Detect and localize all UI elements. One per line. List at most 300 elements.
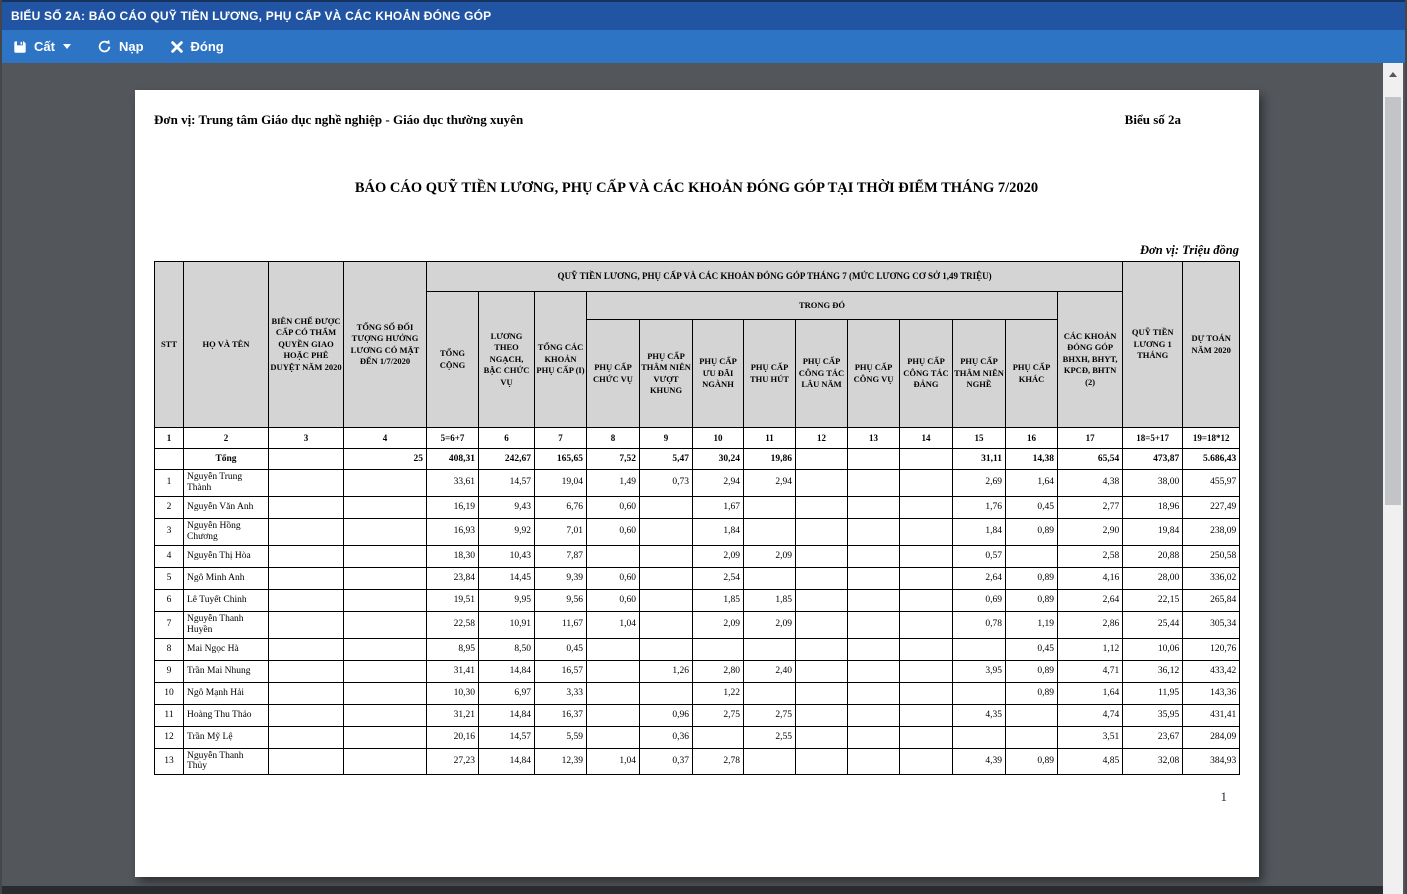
cell <box>269 518 344 545</box>
cell: 238,09 <box>1183 518 1240 545</box>
cell: 2,90 <box>1058 518 1123 545</box>
close-icon <box>170 40 184 54</box>
cell <box>640 611 693 638</box>
cell: 384,93 <box>1183 748 1240 775</box>
cell: 3,51 <box>1058 726 1123 748</box>
cell: Nguyễn Văn Anh <box>184 496 269 518</box>
cell: 14,84 <box>479 660 535 682</box>
cell: 2,09 <box>744 545 796 567</box>
cell: 433,42 <box>1183 660 1240 682</box>
cell: 1,85 <box>744 589 796 611</box>
cell: 31,11 <box>953 449 1006 470</box>
cell <box>269 682 344 704</box>
table-row <box>155 638 1240 660</box>
cell <box>269 638 344 660</box>
page-header <box>154 112 1239 128</box>
cell: 0,89 <box>1006 589 1058 611</box>
cell <box>796 611 848 638</box>
col-header-pc-cong-tac-lau-nam: PHỤ CẤP CÔNG TÁC LÂU NĂM <box>796 320 848 428</box>
cell: 18=5+17 <box>1123 428 1183 449</box>
cell: 6 <box>155 589 184 611</box>
cell <box>900 545 953 567</box>
col-header-pc-chuc-vu: PHỤ CẤP CHỨC VỤ <box>587 320 640 428</box>
toolbar <box>2 30 1405 63</box>
col-header-luong-ngach: LƯƠNG THEO NGẠCH, BẬC CHỨC VỤ <box>479 292 535 428</box>
cell: 408,31 <box>427 449 479 470</box>
cell: 0,89 <box>1006 748 1058 775</box>
cell <box>344 589 427 611</box>
col-header-quy-1-thang: QUỸ TIỀN LƯƠNG 1 THÁNG <box>1123 262 1183 428</box>
cell <box>848 638 900 660</box>
cell: 31,21 <box>427 704 479 726</box>
cell: 14,57 <box>479 726 535 748</box>
cell <box>693 726 744 748</box>
cell: 1,64 <box>1058 682 1123 704</box>
cell: 12,39 <box>535 748 587 775</box>
cell: 2,64 <box>953 567 1006 589</box>
cell <box>344 567 427 589</box>
cell: 2,69 <box>953 470 1006 497</box>
cell: 10,06 <box>1123 638 1183 660</box>
cell <box>587 660 640 682</box>
reload-button[interactable] <box>97 39 144 54</box>
cell: Lê Tuyết Chinh <box>184 589 269 611</box>
cell: 4,71 <box>1058 660 1123 682</box>
cell: 30,24 <box>693 449 744 470</box>
vertical-scrollbar[interactable] <box>1383 63 1403 894</box>
page-number: 1 <box>1220 789 1227 805</box>
cell: 16 <box>1006 428 1058 449</box>
cell <box>796 518 848 545</box>
cell: 227,49 <box>1183 496 1240 518</box>
cell <box>269 567 344 589</box>
col-header-tong-so: TỔNG SỐ ĐỐI TƯỢNG HƯỞNG LƯƠNG CÓ MẶT ĐẾN 1/7/2020 <box>344 262 427 428</box>
cell: 14 <box>900 428 953 449</box>
reload-button-label: Nạp <box>118 39 144 54</box>
header-row-1 <box>155 262 1240 292</box>
cell <box>953 726 1006 748</box>
col-header-pc-cong-tac-dang: PHỤ CẤP CÔNG TÁC ĐẢNG <box>900 320 953 428</box>
report-page <box>135 90 1259 877</box>
cell: 10,43 <box>479 545 535 567</box>
cell: 13 <box>848 428 900 449</box>
cell <box>848 611 900 638</box>
cell: 5 <box>155 567 184 589</box>
table-row <box>155 682 1240 704</box>
cell: 250,58 <box>1183 545 1240 567</box>
cell: 19,86 <box>744 449 796 470</box>
table-row <box>155 660 1240 682</box>
cell <box>848 567 900 589</box>
cell <box>796 589 848 611</box>
cell <box>640 545 693 567</box>
cell: 2,75 <box>744 704 796 726</box>
cell: 28,00 <box>1123 567 1183 589</box>
cell <box>848 589 900 611</box>
cell: 120,76 <box>1183 638 1240 660</box>
cell: 2 <box>155 496 184 518</box>
cell: 27,23 <box>427 748 479 775</box>
cell: 9 <box>155 660 184 682</box>
cell: 20,88 <box>1123 545 1183 567</box>
col-header-pc-cong-vu: PHỤ CẤP CÔNG VỤ <box>848 320 900 428</box>
cell: 8 <box>587 428 640 449</box>
cell <box>344 611 427 638</box>
cell <box>796 470 848 497</box>
cell <box>796 682 848 704</box>
col-header-du-toan: DỰ TOÁN NĂM 2020 <box>1183 262 1240 428</box>
cell: 0,57 <box>953 545 1006 567</box>
cell <box>269 704 344 726</box>
total-row <box>155 449 1240 470</box>
cell: 8 <box>155 638 184 660</box>
cell: 3 <box>155 518 184 545</box>
cell <box>848 518 900 545</box>
cell: 4,39 <box>953 748 1006 775</box>
cell: 16,93 <box>427 518 479 545</box>
cell: 0,69 <box>953 589 1006 611</box>
table-row <box>155 726 1240 748</box>
cell: 9,39 <box>535 567 587 589</box>
cell: 14,84 <box>479 748 535 775</box>
cell: 143,36 <box>1183 682 1240 704</box>
cell: 2,94 <box>693 470 744 497</box>
cell: 7,87 <box>535 545 587 567</box>
cell <box>587 545 640 567</box>
table-row <box>155 496 1240 518</box>
cell <box>848 682 900 704</box>
cell: 12 <box>155 726 184 748</box>
cell: 3 <box>269 428 344 449</box>
cell: 11,95 <box>1123 682 1183 704</box>
cell: 9,95 <box>479 589 535 611</box>
col-header-fund-group: QUỸ TIỀN LƯƠNG, PHỤ CẤP VÀ CÁC KHOẢN ĐÓNG GÓP THÁNG 7 (MỨC LƯƠNG CƠ SỞ 1,49 TRIỆU) <box>427 262 1123 292</box>
cell: 4,74 <box>1058 704 1123 726</box>
cell: 0,60 <box>587 589 640 611</box>
cell: 4,85 <box>1058 748 1123 775</box>
cell <box>953 638 1006 660</box>
salary-table <box>154 261 1240 775</box>
cell <box>744 638 796 660</box>
cell: 0,96 <box>640 704 693 726</box>
cell <box>269 748 344 775</box>
cell: 455,97 <box>1183 470 1240 497</box>
cell: 10 <box>693 428 744 449</box>
cell: 22,58 <box>427 611 479 638</box>
cell: 8,50 <box>479 638 535 660</box>
cell: 0,60 <box>587 496 640 518</box>
table-row <box>155 567 1240 589</box>
scroll-up-button[interactable] <box>1383 63 1403 85</box>
cell <box>344 496 427 518</box>
cell <box>269 726 344 748</box>
cell: 7,01 <box>535 518 587 545</box>
cell: 242,67 <box>479 449 535 470</box>
cell <box>1006 704 1058 726</box>
cell: Nguyễn Thanh Thủy <box>184 748 269 775</box>
cell <box>796 726 848 748</box>
cell: 2,09 <box>693 611 744 638</box>
cell <box>848 449 900 470</box>
cell: 32,08 <box>1123 748 1183 775</box>
cell <box>344 660 427 682</box>
window-titlebar <box>2 0 1405 30</box>
cell: Nguyễn Trung Thành <box>184 470 269 497</box>
cell: 1,49 <box>587 470 640 497</box>
cell: 19=18*12 <box>1183 428 1240 449</box>
cell <box>640 567 693 589</box>
cell: 0,45 <box>535 638 587 660</box>
cell: 10,91 <box>479 611 535 638</box>
cell <box>269 470 344 497</box>
cell <box>640 682 693 704</box>
cell <box>796 748 848 775</box>
cell <box>640 518 693 545</box>
cell: 31,41 <box>427 660 479 682</box>
cell <box>1006 726 1058 748</box>
cell <box>848 660 900 682</box>
cell: 1,84 <box>693 518 744 545</box>
cell: 0,37 <box>640 748 693 775</box>
cell <box>900 611 953 638</box>
cell <box>269 660 344 682</box>
cell: 65,54 <box>1058 449 1123 470</box>
cell: 17 <box>1058 428 1123 449</box>
cell: 25,44 <box>1123 611 1183 638</box>
cell <box>587 726 640 748</box>
scroll-thumb[interactable] <box>1385 97 1401 505</box>
cell: 1,67 <box>693 496 744 518</box>
cell <box>744 496 796 518</box>
cell: 1,84 <box>953 518 1006 545</box>
cell: 0,89 <box>1006 660 1058 682</box>
cell: 336,02 <box>1183 567 1240 589</box>
cell: 0,45 <box>1006 496 1058 518</box>
cell <box>848 704 900 726</box>
cell <box>900 470 953 497</box>
save-button[interactable] <box>13 39 71 54</box>
save-button-label: Cất <box>34 39 55 54</box>
document-viewport <box>2 63 1405 894</box>
cell: 12 <box>796 428 848 449</box>
table-row <box>155 704 1240 726</box>
cell: 2,86 <box>1058 611 1123 638</box>
cell: 2,58 <box>1058 545 1123 567</box>
cell: 15 <box>953 428 1006 449</box>
cell: 3,95 <box>953 660 1006 682</box>
cell <box>848 496 900 518</box>
cell <box>640 496 693 518</box>
cell <box>953 682 1006 704</box>
cell: 2,40 <box>744 660 796 682</box>
cell: 9 <box>640 428 693 449</box>
currency-note: Đơn vị: Triệu đồng <box>1140 243 1239 257</box>
cell: 11 <box>155 704 184 726</box>
refresh-icon <box>97 39 112 54</box>
cell: Tổng <box>184 449 269 470</box>
col-header-pc-khac: PHỤ CẤP KHÁC <box>1006 320 1058 428</box>
cell: Nguyễn Thanh Huyền <box>184 611 269 638</box>
cell <box>155 449 184 470</box>
cell: 7 <box>535 428 587 449</box>
cell: 6,97 <box>479 682 535 704</box>
cell: 7 <box>155 611 184 638</box>
cell <box>269 611 344 638</box>
cell <box>848 545 900 567</box>
cell: 1 <box>155 470 184 497</box>
cell: 35,95 <box>1123 704 1183 726</box>
cell <box>900 496 953 518</box>
cell: 0,78 <box>953 611 1006 638</box>
cell: 1,12 <box>1058 638 1123 660</box>
cell: 2,54 <box>693 567 744 589</box>
cell <box>344 682 427 704</box>
cell: Mai Ngọc Hà <box>184 638 269 660</box>
cell: Ngô Minh Anh <box>184 567 269 589</box>
cell <box>344 470 427 497</box>
cell: 16,19 <box>427 496 479 518</box>
cell <box>693 638 744 660</box>
cell: 6,76 <box>535 496 587 518</box>
unit-line: Đơn vị: Trung tâm Giáo dục nghề nghiệp - Giáo dục thường xuyên <box>154 112 524 127</box>
cell <box>344 545 427 567</box>
table-row <box>155 589 1240 611</box>
cell: 9,56 <box>535 589 587 611</box>
cell <box>269 545 344 567</box>
cell <box>796 660 848 682</box>
cell: 1,22 <box>693 682 744 704</box>
cell <box>796 567 848 589</box>
cell: 0,36 <box>640 726 693 748</box>
cell: 473,87 <box>1123 449 1183 470</box>
cell: 1,04 <box>587 611 640 638</box>
cell <box>900 660 953 682</box>
arrow-up-icon <box>1389 72 1397 77</box>
cell: 10 <box>155 682 184 704</box>
cell: 23,84 <box>427 567 479 589</box>
cell: 4 <box>155 545 184 567</box>
cell: 7,52 <box>587 449 640 470</box>
cell: 33,61 <box>427 470 479 497</box>
cell: 1,19 <box>1006 611 1058 638</box>
cell <box>796 704 848 726</box>
col-header-pc-tham-nien-vuot-khung: PHỤ CẤP THÂM NIÊN VƯỢT KHUNG <box>640 320 693 428</box>
cell: 19,84 <box>1123 518 1183 545</box>
cell: 0,45 <box>1006 638 1058 660</box>
cell: 16,57 <box>535 660 587 682</box>
cell <box>344 704 427 726</box>
cell: 2,09 <box>693 545 744 567</box>
column-number-row <box>155 428 1240 449</box>
cell: Trần Mỹ Lệ <box>184 726 269 748</box>
cell <box>269 496 344 518</box>
cell: Nguyễn Hồng Chương <box>184 518 269 545</box>
cell: 4 <box>344 428 427 449</box>
cell <box>744 748 796 775</box>
cell <box>848 470 900 497</box>
close-button-label: Đóng <box>190 39 224 54</box>
cell: 6 <box>479 428 535 449</box>
cell <box>744 518 796 545</box>
cell <box>640 589 693 611</box>
cell: 2,75 <box>693 704 744 726</box>
cell: 19,51 <box>427 589 479 611</box>
save-icon <box>13 40 27 54</box>
cell: 1 <box>155 428 184 449</box>
cell: 8,95 <box>427 638 479 660</box>
cell: 4,35 <box>953 704 1006 726</box>
window-title: BIỂU SỐ 2A: BÁO CÁO QUỸ TIỀN LƯƠNG, PHỤ CẤP VÀ CÁC KHOẢN ĐÓNG GÓP <box>11 9 492 23</box>
cell: 4,38 <box>1058 470 1123 497</box>
cell <box>344 748 427 775</box>
cell: 265,84 <box>1183 589 1240 611</box>
cell <box>640 638 693 660</box>
cell: Hoàng Thu Thảo <box>184 704 269 726</box>
cell <box>796 496 848 518</box>
cell <box>900 704 953 726</box>
cell: 5.686,43 <box>1183 449 1240 470</box>
cell: 0,60 <box>587 567 640 589</box>
cell: 19,04 <box>535 470 587 497</box>
cell <box>744 682 796 704</box>
cell: 11 <box>744 428 796 449</box>
cell: 13 <box>155 748 184 775</box>
cell <box>848 726 900 748</box>
cell <box>344 726 427 748</box>
cell: 0,60 <box>587 518 640 545</box>
table-row <box>155 545 1240 567</box>
cell: 1,85 <box>693 589 744 611</box>
cell: 284,09 <box>1183 726 1240 748</box>
cell: 1,64 <box>1006 470 1058 497</box>
cell <box>1006 545 1058 567</box>
cell: 25 <box>344 449 427 470</box>
cell: 18,30 <box>427 545 479 567</box>
col-header-stt: STT <box>155 262 184 428</box>
window-bottom-edge <box>2 886 1383 894</box>
cell <box>900 638 953 660</box>
cell <box>900 682 953 704</box>
cell <box>587 704 640 726</box>
cell <box>587 682 640 704</box>
cell <box>269 589 344 611</box>
cell: 9,92 <box>479 518 535 545</box>
cell: 2,78 <box>693 748 744 775</box>
cell: 14,84 <box>479 704 535 726</box>
cell: 2,55 <box>744 726 796 748</box>
cell <box>344 638 427 660</box>
cell: 20,16 <box>427 726 479 748</box>
cell: 14,57 <box>479 470 535 497</box>
cell <box>269 449 344 470</box>
cell <box>900 518 953 545</box>
cell: 9,43 <box>479 496 535 518</box>
table-row <box>155 518 1240 545</box>
cell: 1,04 <box>587 748 640 775</box>
cell <box>900 567 953 589</box>
cell: 2,94 <box>744 470 796 497</box>
table-row <box>155 748 1240 775</box>
close-button[interactable] <box>170 39 224 54</box>
cell <box>587 638 640 660</box>
cell: 2,09 <box>744 611 796 638</box>
cell <box>848 748 900 775</box>
cell: 5=6+7 <box>427 428 479 449</box>
cell <box>900 726 953 748</box>
cell: 2,80 <box>693 660 744 682</box>
cell: 18,96 <box>1123 496 1183 518</box>
cell: 11,67 <box>535 611 587 638</box>
